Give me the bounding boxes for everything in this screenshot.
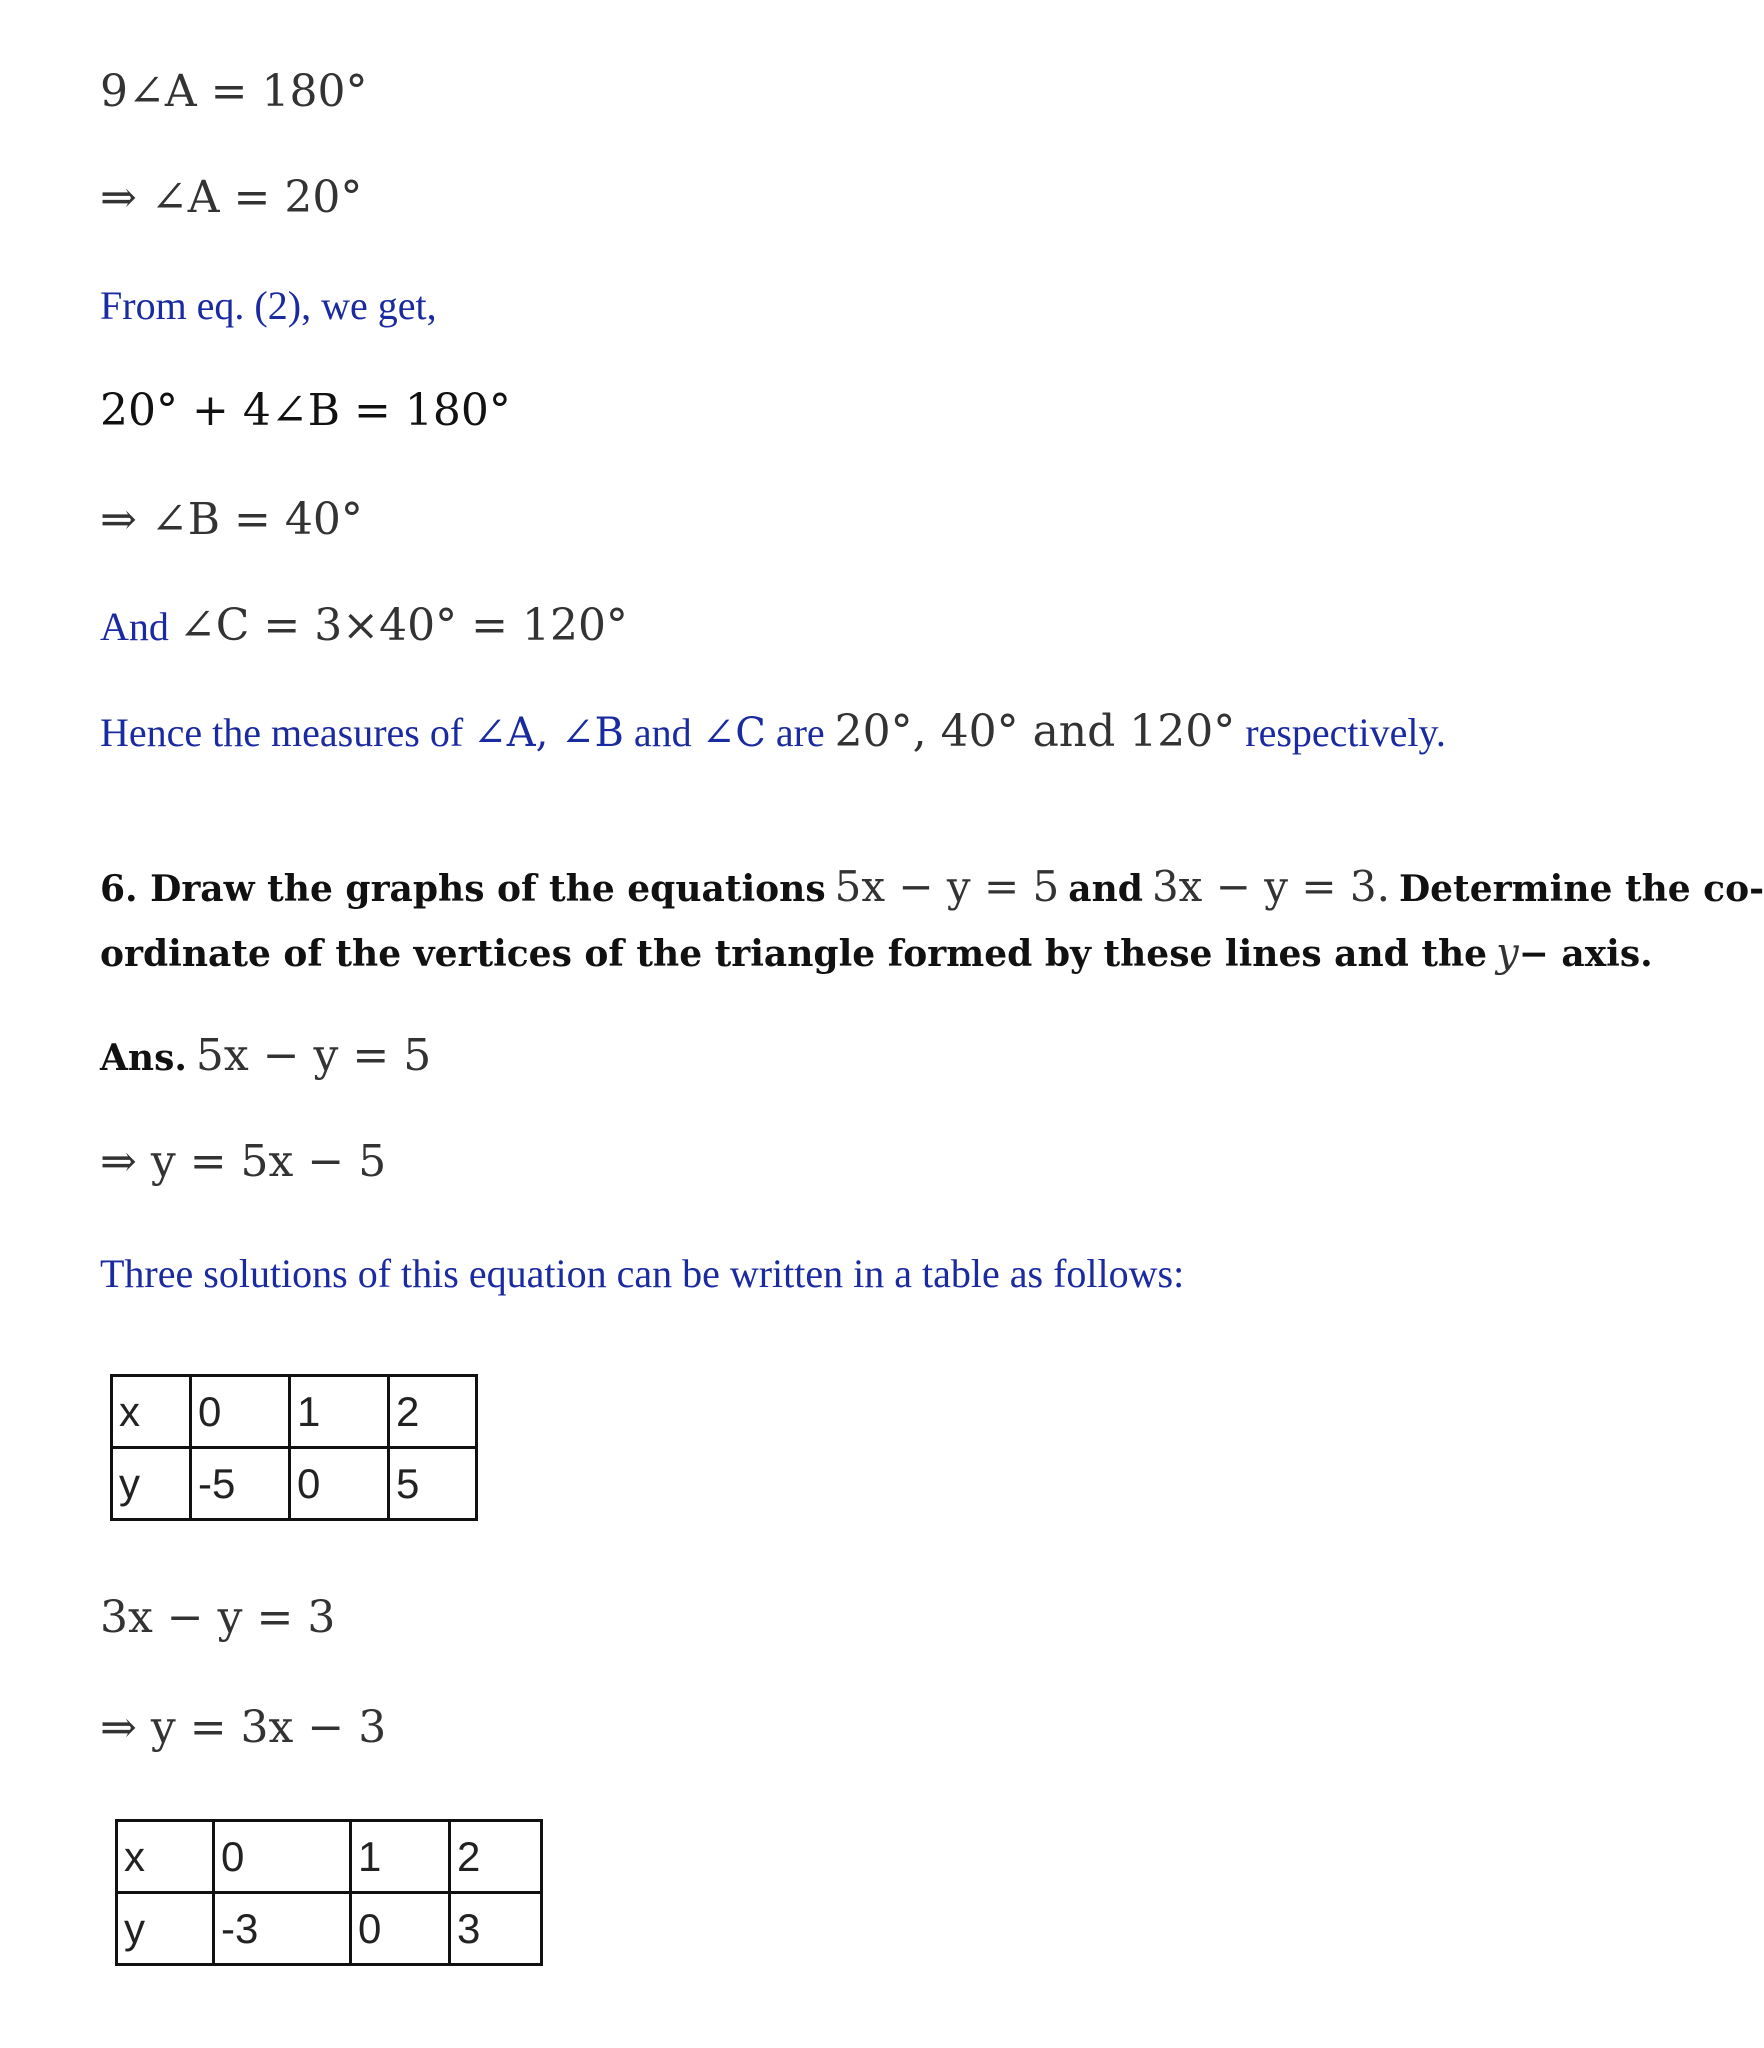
table-cell: 1 xyxy=(351,1821,450,1893)
table-cell: 3 xyxy=(450,1893,542,1965)
answer-label: Ans. xyxy=(100,1037,187,1079)
question-axis: − axis. xyxy=(1518,933,1653,975)
question-and: and xyxy=(1068,868,1143,910)
table-cell: 5 xyxy=(389,1448,477,1520)
conclusion-are: are xyxy=(775,710,825,755)
equation-C: ∠C = 3×40° = 120° xyxy=(178,600,628,651)
equation-9A: 9∠A = 180° xyxy=(100,66,368,117)
table-cell: -3 xyxy=(214,1893,351,1965)
question-number: 6. Draw the graphs of the equations xyxy=(100,868,826,910)
and-text: And xyxy=(100,604,169,649)
from-eq-text: From eq. (2), we get, xyxy=(100,283,437,328)
table-cell: y xyxy=(117,1893,214,1965)
conclusion-angle-c: ∠C xyxy=(701,710,766,756)
table-cell: x xyxy=(112,1376,191,1448)
table-cell: 1 xyxy=(290,1376,389,1448)
solution-table-2 xyxy=(115,1819,543,1966)
question-rest: Determine the co- xyxy=(1398,868,1764,910)
question-y: y xyxy=(1496,930,1519,976)
conclusion-values: 20°, 40° and 120° xyxy=(834,706,1236,757)
equation-A-result: ⇒ ∠A = 20° xyxy=(100,172,363,223)
table-row xyxy=(117,1893,542,1965)
table-cell: 2 xyxy=(389,1376,477,1448)
table-cell: x xyxy=(117,1821,214,1893)
conclusion-angles: ∠A, ∠B xyxy=(473,710,624,756)
answer-eq1: 5x − y = 5 xyxy=(195,1030,432,1081)
table-cell: -5 xyxy=(191,1448,290,1520)
table-cell: 0 xyxy=(351,1893,450,1965)
equation-B: 20° + 4∠B = 180° xyxy=(100,385,511,436)
equation-C-line xyxy=(100,600,628,651)
solution-table-1 xyxy=(110,1374,478,1521)
table-intro: Three solutions of this equation can be written in a table as follows: xyxy=(100,1251,1185,1296)
answer-eq2-solved: ⇒ y = 3x − 3 xyxy=(100,1702,387,1753)
answer-eq2: 3x − y = 3 xyxy=(100,1592,336,1643)
question-eq1: 5x − y = 5 xyxy=(834,862,1060,911)
table-row xyxy=(112,1376,477,1448)
conclusion-end: respectively. xyxy=(1245,710,1446,755)
equation-B-result: ⇒ ∠B = 40° xyxy=(100,494,363,545)
question-line-1 xyxy=(100,862,1764,911)
table-cell: 0 xyxy=(191,1376,290,1448)
answer-eq1-solved: ⇒ y = 5x − 5 xyxy=(100,1136,387,1187)
table-cell: 2 xyxy=(450,1821,542,1893)
table-row xyxy=(117,1821,542,1893)
table-cell: 0 xyxy=(290,1448,389,1520)
question-line2-text: ordinate of the vertices of the triangle formed by these lines and the xyxy=(100,933,1488,975)
table-cell: y xyxy=(112,1448,191,1520)
question-line-2 xyxy=(100,930,1653,976)
question-eq2: 3x − y = 3. xyxy=(1151,862,1390,911)
table-row xyxy=(112,1448,477,1520)
conclusion-line xyxy=(100,706,1446,757)
answer-line xyxy=(100,1030,431,1081)
table-cell: 0 xyxy=(214,1821,351,1893)
conclusion-and: and xyxy=(633,710,692,755)
conclusion-text: Hence the measures of xyxy=(100,710,464,755)
